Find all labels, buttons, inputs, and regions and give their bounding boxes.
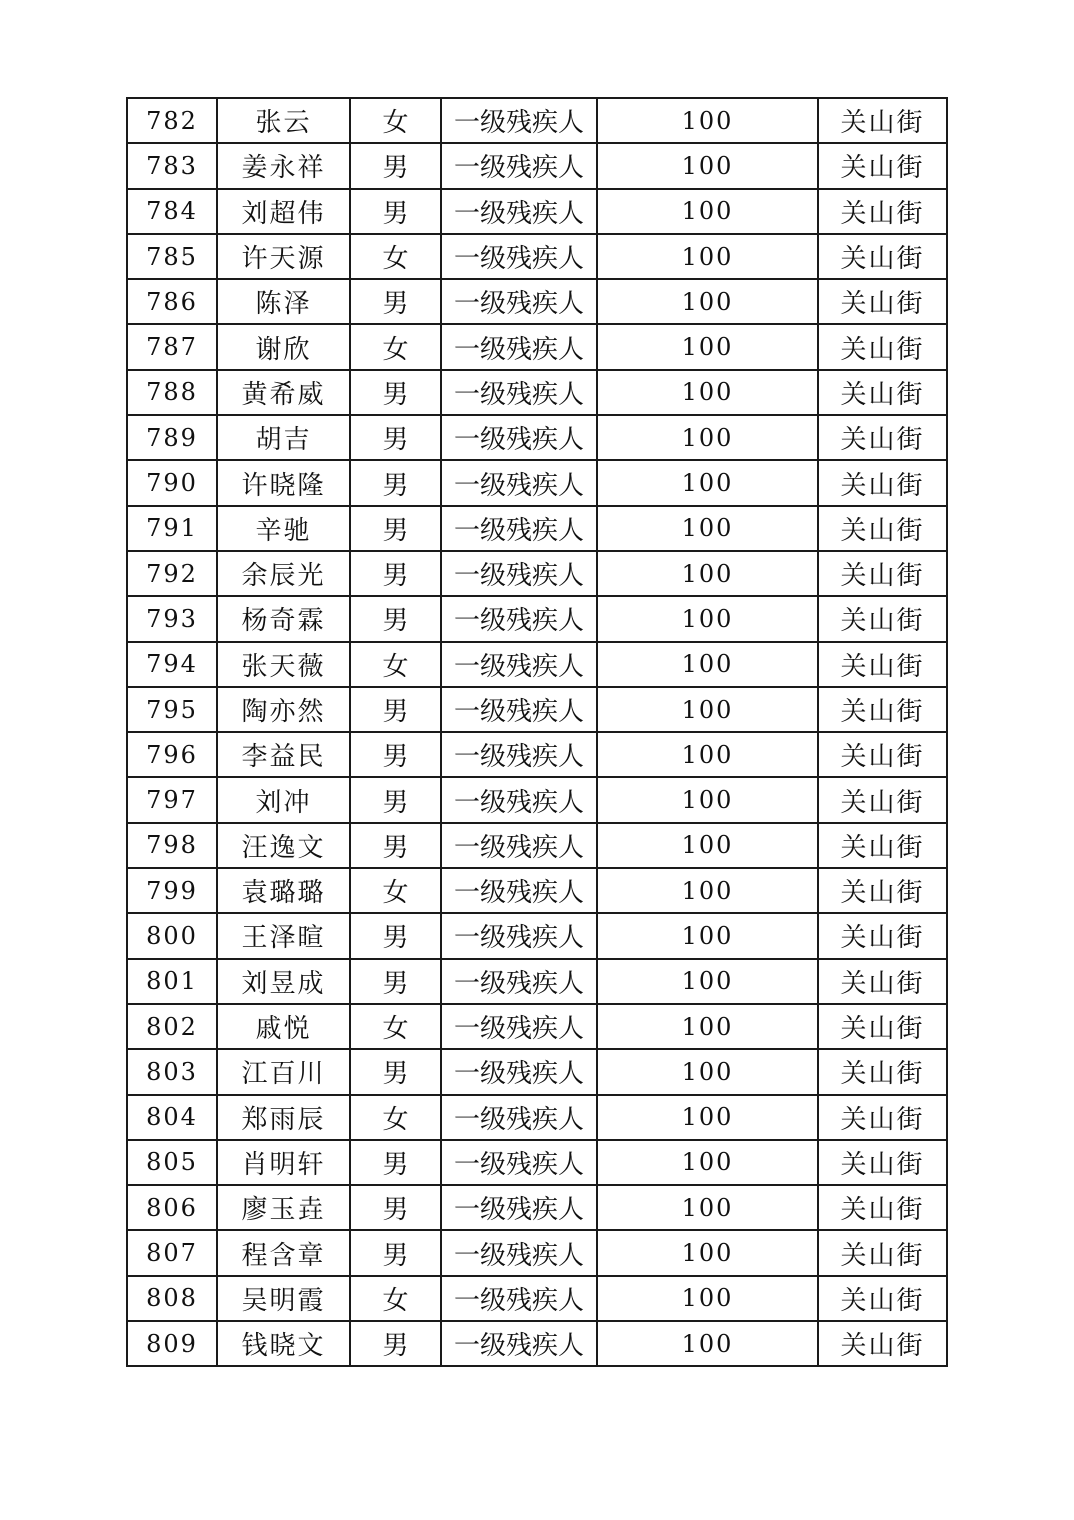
cell-amount: 100	[597, 1004, 818, 1049]
cell-disability-level: 一级残疾人	[441, 98, 597, 143]
cell-person-name: 辛驰	[217, 506, 350, 551]
cell-gender: 男	[350, 551, 441, 596]
cell-person-name: 杨奇霖	[217, 596, 350, 641]
cell-disability-level: 一级残疾人	[441, 370, 597, 415]
cell-person-name: 刘昱成	[217, 959, 350, 1004]
table-row	[127, 1321, 947, 1366]
table-row	[127, 1095, 947, 1140]
table-row	[127, 732, 947, 777]
cell-gender: 女	[350, 868, 441, 913]
cell-street: 关山街	[818, 959, 947, 1004]
cell-person-name: 袁璐璐	[217, 868, 350, 913]
cell-amount: 100	[597, 1095, 818, 1140]
table-row	[127, 143, 947, 188]
table-row	[127, 1140, 947, 1185]
cell-person-name: 陶亦然	[217, 687, 350, 732]
cell-row-number: 805	[127, 1140, 217, 1185]
cell-street: 关山街	[818, 324, 947, 369]
cell-row-number: 802	[127, 1004, 217, 1049]
cell-gender: 男	[350, 1185, 441, 1230]
cell-person-name: 吴明霞	[217, 1276, 350, 1321]
table-row	[127, 823, 947, 868]
cell-row-number: 795	[127, 687, 217, 732]
cell-amount: 100	[597, 687, 818, 732]
cell-street: 关山街	[818, 1185, 947, 1230]
cell-amount: 100	[597, 189, 818, 234]
cell-person-name: 王泽暄	[217, 913, 350, 958]
cell-disability-level: 一级残疾人	[441, 1230, 597, 1275]
cell-person-name: 陈泽	[217, 279, 350, 324]
cell-street: 关山街	[818, 551, 947, 596]
cell-gender: 男	[350, 596, 441, 641]
cell-person-name: 李益民	[217, 732, 350, 777]
table-row	[127, 642, 947, 687]
table-row	[127, 460, 947, 505]
table-row	[127, 189, 947, 234]
cell-person-name: 黄希威	[217, 370, 350, 415]
cell-amount: 100	[597, 913, 818, 958]
cell-street: 关山街	[818, 777, 947, 822]
table-row	[127, 1004, 947, 1049]
cell-disability-level: 一级残疾人	[441, 913, 597, 958]
cell-amount: 100	[597, 460, 818, 505]
cell-person-name: 张天薇	[217, 642, 350, 687]
cell-amount: 100	[597, 1049, 818, 1094]
cell-street: 关山街	[818, 1140, 947, 1185]
cell-row-number: 786	[127, 279, 217, 324]
cell-row-number: 803	[127, 1049, 217, 1094]
cell-amount: 100	[597, 1140, 818, 1185]
cell-disability-level: 一级残疾人	[441, 324, 597, 369]
recipient-table	[126, 97, 948, 1367]
table-row	[127, 596, 947, 641]
cell-row-number: 808	[127, 1276, 217, 1321]
cell-person-name: 许晓隆	[217, 460, 350, 505]
cell-gender: 女	[350, 98, 441, 143]
cell-disability-level: 一级残疾人	[441, 687, 597, 732]
cell-row-number: 783	[127, 143, 217, 188]
cell-row-number: 788	[127, 370, 217, 415]
cell-row-number: 794	[127, 642, 217, 687]
cell-gender: 男	[350, 506, 441, 551]
cell-street: 关山街	[818, 370, 947, 415]
cell-street: 关山街	[818, 732, 947, 777]
cell-street: 关山街	[818, 642, 947, 687]
table-row	[127, 913, 947, 958]
cell-gender: 男	[350, 279, 441, 324]
cell-gender: 男	[350, 913, 441, 958]
cell-disability-level: 一级残疾人	[441, 506, 597, 551]
cell-gender: 女	[350, 324, 441, 369]
cell-gender: 男	[350, 777, 441, 822]
cell-person-name: 郑雨辰	[217, 1095, 350, 1140]
cell-disability-level: 一级残疾人	[441, 189, 597, 234]
cell-gender: 男	[350, 415, 441, 460]
table-row	[127, 551, 947, 596]
cell-row-number: 789	[127, 415, 217, 460]
cell-gender: 女	[350, 234, 441, 279]
cell-disability-level: 一级残疾人	[441, 415, 597, 460]
cell-disability-level: 一级残疾人	[441, 143, 597, 188]
cell-gender: 男	[350, 1049, 441, 1094]
cell-person-name: 余辰光	[217, 551, 350, 596]
table-row	[127, 959, 947, 1004]
cell-disability-level: 一级残疾人	[441, 1276, 597, 1321]
cell-row-number: 797	[127, 777, 217, 822]
cell-row-number: 791	[127, 506, 217, 551]
cell-disability-level: 一级残疾人	[441, 823, 597, 868]
cell-amount: 100	[597, 1230, 818, 1275]
cell-street: 关山街	[818, 1276, 947, 1321]
cell-person-name: 肖明轩	[217, 1140, 350, 1185]
cell-row-number: 784	[127, 189, 217, 234]
cell-person-name: 刘冲	[217, 777, 350, 822]
cell-gender: 男	[350, 1321, 441, 1366]
cell-person-name: 胡吉	[217, 415, 350, 460]
cell-amount: 100	[597, 732, 818, 777]
cell-amount: 100	[597, 642, 818, 687]
cell-row-number: 787	[127, 324, 217, 369]
table-row	[127, 279, 947, 324]
cell-disability-level: 一级残疾人	[441, 642, 597, 687]
cell-disability-level: 一级残疾人	[441, 460, 597, 505]
table-row	[127, 687, 947, 732]
table-row	[127, 1230, 947, 1275]
table-row	[127, 415, 947, 460]
cell-amount: 100	[597, 415, 818, 460]
cell-disability-level: 一级残疾人	[441, 959, 597, 1004]
cell-row-number: 792	[127, 551, 217, 596]
cell-amount: 100	[597, 324, 818, 369]
cell-row-number: 796	[127, 732, 217, 777]
cell-street: 关山街	[818, 868, 947, 913]
cell-gender: 女	[350, 1276, 441, 1321]
cell-disability-level: 一级残疾人	[441, 596, 597, 641]
cell-disability-level: 一级残疾人	[441, 1049, 597, 1094]
cell-row-number: 809	[127, 1321, 217, 1366]
cell-street: 关山街	[818, 1230, 947, 1275]
cell-gender: 男	[350, 1230, 441, 1275]
cell-street: 关山街	[818, 687, 947, 732]
cell-gender: 男	[350, 732, 441, 777]
cell-gender: 女	[350, 642, 441, 687]
cell-amount: 100	[597, 596, 818, 641]
cell-disability-level: 一级残疾人	[441, 868, 597, 913]
cell-gender: 男	[350, 189, 441, 234]
cell-gender: 女	[350, 1095, 441, 1140]
cell-amount: 100	[597, 1321, 818, 1366]
table-row	[127, 868, 947, 913]
cell-amount: 100	[597, 868, 818, 913]
cell-row-number: 793	[127, 596, 217, 641]
cell-street: 关山街	[818, 415, 947, 460]
cell-amount: 100	[597, 234, 818, 279]
cell-amount: 100	[597, 1276, 818, 1321]
table-row	[127, 506, 947, 551]
cell-disability-level: 一级残疾人	[441, 279, 597, 324]
cell-street: 关山街	[818, 913, 947, 958]
table-row	[127, 324, 947, 369]
cell-disability-level: 一级残疾人	[441, 234, 597, 279]
cell-amount: 100	[597, 370, 818, 415]
cell-gender: 男	[350, 687, 441, 732]
table-row	[127, 98, 947, 143]
cell-row-number: 806	[127, 1185, 217, 1230]
cell-person-name: 姜永祥	[217, 143, 350, 188]
cell-disability-level: 一级残疾人	[441, 732, 597, 777]
cell-row-number: 799	[127, 868, 217, 913]
cell-amount: 100	[597, 98, 818, 143]
cell-gender: 男	[350, 370, 441, 415]
cell-street: 关山街	[818, 1321, 947, 1366]
cell-gender: 男	[350, 1140, 441, 1185]
cell-amount: 100	[597, 777, 818, 822]
cell-street: 关山街	[818, 1049, 947, 1094]
cell-person-name: 江百川	[217, 1049, 350, 1094]
table-row	[127, 1185, 947, 1230]
cell-street: 关山街	[818, 234, 947, 279]
cell-gender: 女	[350, 1004, 441, 1049]
cell-amount: 100	[597, 506, 818, 551]
table-row	[127, 1049, 947, 1094]
table-body	[127, 98, 947, 1366]
cell-disability-level: 一级残疾人	[441, 1095, 597, 1140]
cell-row-number: 782	[127, 98, 217, 143]
cell-street: 关山街	[818, 460, 947, 505]
cell-street: 关山街	[818, 143, 947, 188]
cell-street: 关山街	[818, 279, 947, 324]
cell-street: 关山街	[818, 1004, 947, 1049]
cell-street: 关山街	[818, 189, 947, 234]
cell-gender: 男	[350, 823, 441, 868]
cell-row-number: 807	[127, 1230, 217, 1275]
cell-street: 关山街	[818, 823, 947, 868]
table-row	[127, 777, 947, 822]
table-row	[127, 1276, 947, 1321]
cell-row-number: 801	[127, 959, 217, 1004]
cell-person-name: 钱晓文	[217, 1321, 350, 1366]
cell-person-name: 刘超伟	[217, 189, 350, 234]
cell-person-name: 许天源	[217, 234, 350, 279]
cell-disability-level: 一级残疾人	[441, 1185, 597, 1230]
cell-row-number: 800	[127, 913, 217, 958]
cell-disability-level: 一级残疾人	[441, 1321, 597, 1366]
cell-amount: 100	[597, 279, 818, 324]
cell-person-name: 廖玉垚	[217, 1185, 350, 1230]
cell-amount: 100	[597, 959, 818, 1004]
cell-row-number: 785	[127, 234, 217, 279]
cell-amount: 100	[597, 143, 818, 188]
cell-gender: 男	[350, 959, 441, 1004]
cell-amount: 100	[597, 551, 818, 596]
cell-street: 关山街	[818, 1095, 947, 1140]
cell-disability-level: 一级残疾人	[441, 1140, 597, 1185]
cell-amount: 100	[597, 1185, 818, 1230]
cell-street: 关山街	[818, 506, 947, 551]
cell-person-name: 戚悦	[217, 1004, 350, 1049]
cell-amount: 100	[597, 823, 818, 868]
cell-street: 关山街	[818, 98, 947, 143]
cell-row-number: 804	[127, 1095, 217, 1140]
cell-disability-level: 一级残疾人	[441, 777, 597, 822]
cell-row-number: 790	[127, 460, 217, 505]
cell-row-number: 798	[127, 823, 217, 868]
cell-disability-level: 一级残疾人	[441, 551, 597, 596]
cell-person-name: 程含章	[217, 1230, 350, 1275]
cell-person-name: 张云	[217, 98, 350, 143]
cell-gender: 男	[350, 460, 441, 505]
cell-street: 关山街	[818, 596, 947, 641]
cell-gender: 男	[350, 143, 441, 188]
cell-disability-level: 一级残疾人	[441, 1004, 597, 1049]
cell-person-name: 汪逸文	[217, 823, 350, 868]
table-row	[127, 234, 947, 279]
table-row	[127, 370, 947, 415]
cell-person-name: 谢欣	[217, 324, 350, 369]
